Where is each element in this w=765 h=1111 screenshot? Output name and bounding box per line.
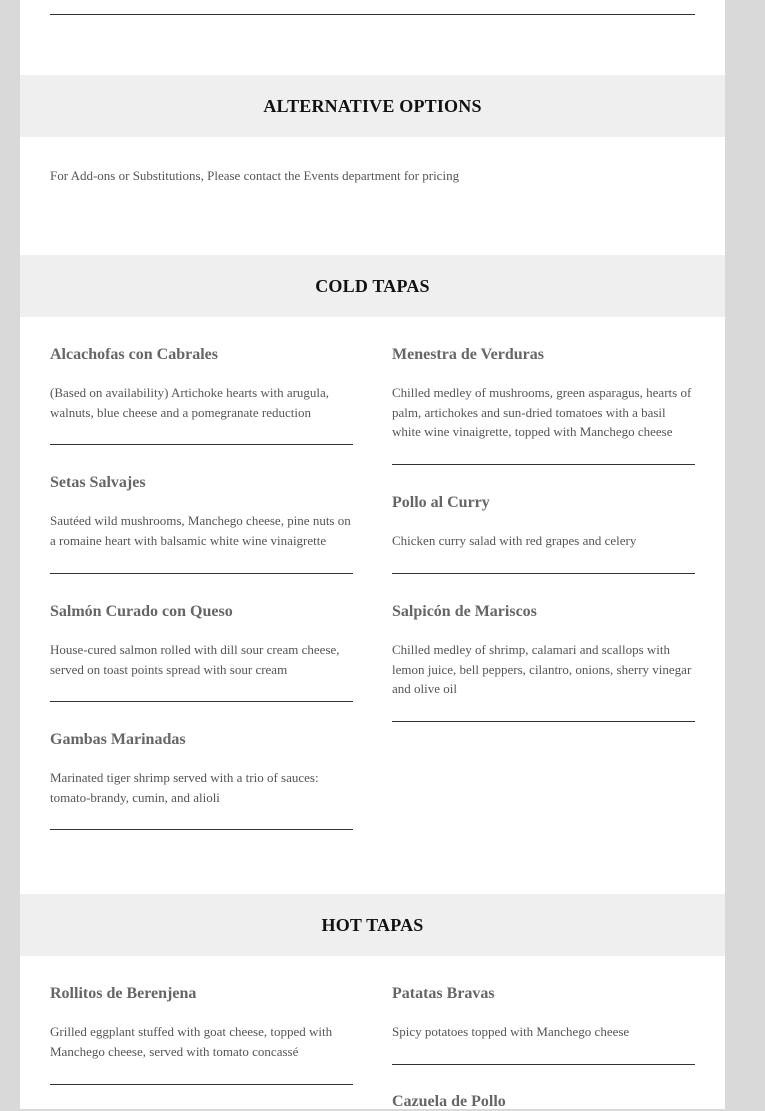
divider [392, 573, 695, 574]
divider [392, 1064, 695, 1065]
menu-item-description: House-cured salmon rolled with dill sour cream cheese, served on toast points spread with sour cream [50, 642, 340, 677]
menu-item-name: Gambas Marinadas [50, 731, 186, 748]
menu-item-description: Chilled medley of shrimp, calamari and scallops with lemon juice, bell peppers, cilantro, onions, sherry vinegar and olive oil [392, 642, 692, 696]
menu-page [20, 0, 725, 1109]
menu-item-description: Chicken curry salad with red grapes and celery [392, 533, 637, 548]
menu-item-name: Salpicón de Mariscos [392, 603, 537, 620]
menu-item-name: Patatas Bravas [392, 985, 495, 1002]
menu-item-name: Salmón Curado con Queso [50, 603, 233, 620]
divider [50, 701, 353, 702]
menu-item-name: Pollo al Curry [392, 494, 490, 511]
menu-item-description: (Based on availability) Artichoke hearts with arugula, walnuts, blue cheese and a pomegranate reduction [50, 385, 330, 420]
section-header-hot-tapas [20, 894, 725, 956]
menu-item-name: Alcachofas con Cabrales [50, 346, 218, 363]
section-title: HOT TAPAS [321, 915, 424, 935]
section-header-alternative-options [20, 75, 725, 137]
menu-item-description: Sautéed wild mushrooms, Manchego cheese, pine nuts on a romaine heart with balsamic white wine vinaigrette [50, 513, 351, 548]
divider [392, 721, 695, 722]
divider [392, 464, 695, 465]
divider [50, 444, 353, 445]
menu-item-name: Menestra de Verduras [392, 346, 544, 363]
divider [50, 1084, 353, 1085]
menu-item-name: Rollitos de Berenjena [50, 985, 197, 1002]
menu-item-description: Marinated tiger shrimp served with a trio of sauces: tomato-brandy, cumin, and alioli [50, 770, 319, 805]
divider [50, 829, 353, 830]
section-title: COLD TAPAS [315, 276, 430, 296]
menu-item-name: Setas Salvajes [50, 474, 146, 491]
menu-item-description: Chilled medley of mushrooms, green asparagus, hearts of palm, artichokes and sun-dried tomatoes with a basil white wine vinaigrette, topped with Manchego cheese [392, 385, 692, 439]
section-header-cold-tapas [20, 255, 725, 317]
alternative-options-note: For Add-ons or Substitutions, Please contact the Events department for pricing [50, 168, 460, 183]
menu-item-description: Spicy potatoes topped with Manchego cheese [392, 1024, 630, 1039]
menu-item-name: Cazuela de Pollo [392, 1093, 506, 1110]
divider [50, 14, 695, 15]
divider [50, 573, 353, 574]
section-title: ALTERNATIVE OPTIONS [263, 96, 482, 116]
menu-item-description: Grilled eggplant stuffed with goat cheese, topped with Manchego cheese, served with tomato concassé [50, 1024, 333, 1059]
